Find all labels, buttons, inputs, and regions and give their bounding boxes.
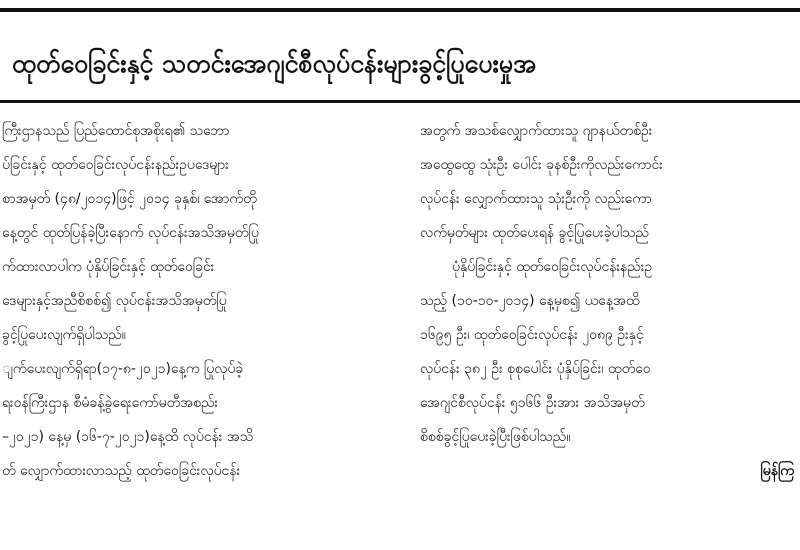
left-line-3: စာအမှတ် (၄၈/၂၀၁၄)ဖြင့် ၂၀၁၄ ခုနှစ်၊ အောက်တို <box>2 191 257 207</box>
left-line-10: –၂၀၂၁) နေ့မှ (၁၆-၇-၂၀၂၁)နေ့ထိ လုပ်ငန်း အသိ <box>2 429 254 445</box>
top-border-rule <box>0 8 800 12</box>
source-byline: မြန်ကြ <box>760 463 794 479</box>
right-line-4: လက်မှတ်များ ထုတ်ပေးရန် ခွင့်ပြုပေးခဲ့ပါသည် <box>420 225 649 241</box>
headline-divider <box>0 100 800 103</box>
left-line-8: ျက်ပေးလျက်ရှိရာ(၁၇-၈-၂၀၂၁)နေ့က ပြုလုပ်ခဲ့ <box>2 361 244 377</box>
left-line-5: က်ထားလာပါက ပုံနှိပ်ခြင်းနှင့် ထုတ်ဝေခြင်း <box>2 259 215 275</box>
right-line-6: သည့် (၁၀-၁၀-၂၀၁၄) နေ့မှစ၍ ယနေ့အထိ <box>420 293 640 309</box>
right-line-9: အေဂျင်စီလုပ်ငန်း ၅၁၆၆ ဦးအား အသိအမှတ် <box>420 395 645 411</box>
right-column <box>420 114 800 488</box>
left-line-4: နေ့တွင် ထုတ်ပြန်ခဲ့ပြီးနောက် လုပ်ငန်းအသိအမှတ်ပြု <box>2 225 259 241</box>
right-line-1: အတွက် အသစ်လျှောက်ထားသူ ဂျာနယ်တစ်ဦး <box>420 123 653 139</box>
right-line-10: စိစစ်ခွင့်ပြုပေးခဲ့ပြီးဖြစ်ပါသည်။ <box>420 429 571 445</box>
right-line-7: ၁၆၉၅ ဦး၊ ထုတ်ဝေခြင်းလုပ်ငန်း ၂၀၈၉ ဦးနှင့် <box>420 327 644 343</box>
left-line-1: ကြီးဌာနသည် ပြည်ထောင်စုအစိုးရ၏ သဘော <box>2 123 230 139</box>
right-line-2: အထွေထွေ သုံးဦး ပေါင်း ခုနစ်ဦးကိုလည်းကောင်း <box>420 157 663 173</box>
left-column <box>2 114 392 488</box>
article-body <box>0 108 800 550</box>
right-line-8: လုပ်ငန်း ၃၈၂ ဦး စုစုပေါင်း ပုံနှိပ်ခြင်း၊ ထုတ်ဝေ <box>420 361 651 377</box>
left-line-11: တ် လျှောက်ထားလာသည့် ထုတ်ဝေခြင်းလုပ်ငန်း <box>2 463 241 479</box>
headline: ထုတ်ဝေခြင်းနှင့် သတင်းအေဂျင်စီလုပ်ငန်းများခွင့်ပြုပေးမှုအ <box>12 49 537 78</box>
right-line-3: လုပ်ငန်း လျှောက်ထားသူ သုံးဦးကို လည်းကော <box>420 191 652 207</box>
left-line-2: ပ်ခြင်းနှင့် ထုတ်ဝေခြင်းလုပ်ငန်းနည်းဥပဒေများ <box>2 157 229 173</box>
left-line-6: ဒေများနှင့်အညီစိစစ်၍ လုပ်ငန်းအသိအမှတ်ပြု <box>2 293 227 309</box>
left-line-9: ရးဝန်ကြီးဌာန စီမံခန့်ခွဲရေးကော်မတီအစည်း <box>2 395 219 411</box>
left-line-7: ခွင့်ပြုပေးလျက်ရှိပါသည်။ <box>2 327 126 343</box>
right-line-5: ပုံနှိပ်ခြင်းနှင့် ထုတ်ဝေခြင်းလုပ်ငန်းနည်းဥ <box>452 259 653 275</box>
